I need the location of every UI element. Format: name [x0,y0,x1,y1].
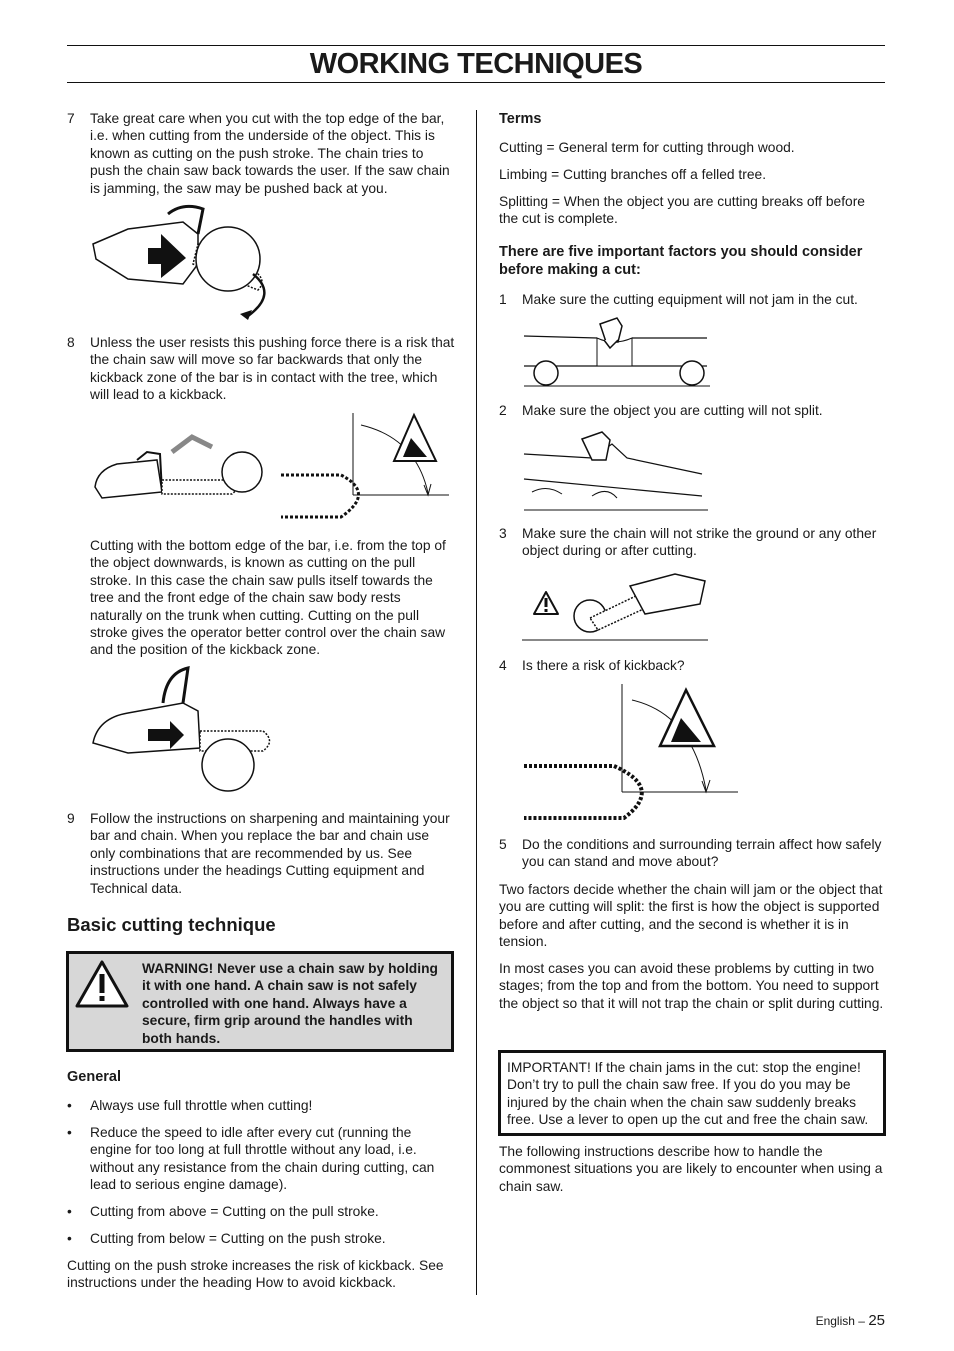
bullet-mark: • [67,1231,72,1246]
warning-text: WARNING! Never use a chain saw by holding it with one hand. A chain saw is not safely controlled with one hand. Always have a secure, firm grip around the handles with both hands. [142,961,438,1046]
warning-triangle-icon [74,959,130,1009]
bullet-text: Always use full throttle when cutting! [90,1098,313,1113]
paragraph-following: The following instructions describe how to handle the commonest situations you are likely to encounter when using a chain saw. [499,1144,883,1194]
item-text: Is there a risk of kickback? [522,658,685,673]
page-header [67,45,885,83]
term-limbing: Limbing = Cutting branches off a felled tree. [499,167,767,182]
item-text: Make sure the cutting equipment will not jam in the cut. [522,292,858,307]
split-illustration [522,424,712,514]
item-text: Do the conditions and surrounding terrain affect how safely you can stand and move about? [522,837,882,870]
footer-dash: – [858,1314,865,1328]
page-footer [816,1312,885,1329]
bullet-mark: • [67,1125,72,1140]
item-text: Make sure the chain will not strike the ground or any other object during or after cutting. [522,526,877,559]
item-number: 5 [499,837,507,852]
bullet-text: Cutting from above = Cutting on the pull stroke. [90,1204,379,1219]
pull-stroke-illustration [88,663,273,793]
terms-heading: Terms [499,111,542,127]
item-number: 4 [499,658,507,673]
paragraph-jam-split: Two factors decide whether the chain will jam or the object that you are cutting will split: the first is how the object is supported before and after cutting, and the second is whether it is in tension. [499,882,883,950]
item-text: Unless the user resists this pushing force there is a risk that the chain saw will move so far backwards that only the kickback zone of the bar is in contact with the tree, which will lead to a kickback. [90,335,455,403]
item-text: Make sure the object you are cutting will not split. [522,403,823,418]
term-splitting: Splitting = When the object you are cutting breaks off before the cut is complete. [499,194,865,227]
bullet-text: Cutting from below = Cutting on the push stroke. [90,1231,386,1246]
general-heading: General [67,1069,121,1085]
bullet-mark: • [67,1204,72,1219]
kickback-zone-diagram [281,413,451,521]
ground-strike-illustration [520,566,710,646]
important-text: IMPORTANT! If the chain jams in the cut: stop the engine! Don’t try to pull the chain saw free. If you do you may be injured by the chain when the chain saw suddenly breaks free. Use a lever to open up the cut and free the chain saw. [507,1060,869,1128]
footer-language: English [815,1314,855,1328]
item-text: Follow the instructions on sharpening and maintaining your bar and chain. When you replace the bar and chain use only combinations that are recommended by us. See instructions under the headings Cutting equipment and Technical data. [90,811,450,896]
item-number: 2 [499,403,507,418]
term-cutting: Cutting = General term for cutting through wood. [499,140,795,155]
factors-heading: There are five important factors you should consider before making a cut: [499,244,863,278]
bullet-mark: • [67,1098,72,1113]
item-number: 3 [499,526,507,541]
section-heading: Basic cutting technique [67,914,276,935]
kickback-saw-illustration [92,432,267,507]
warning-box [66,951,454,1052]
page-title: WORKING TECHNIQUES [309,48,643,80]
item-number: 8 [67,335,75,350]
jam-illustration [522,316,712,390]
push-stroke-illustration [88,204,273,324]
column-divider [476,110,477,1295]
page-number: 25 [868,1312,885,1329]
pull-stroke-paragraph: Cutting with the bottom edge of the bar, i.e. from the top of the object downwards, is known as cutting on the pull stroke. In this case the chain saw pulls itself towards the tree and the front edge of the chain saw body rests naturally on the trunk when cutting. Cutting on the pull stroke gives the operator better control over the chain saw and the position of the kickback zone. [90,538,446,658]
item-number: 1 [499,292,507,307]
item-text: Take great care when you cut with the top edge of the bar, i.e. when cutting from the underside of the object. This is known as cutting on the push stroke. The chain tries to push the chain saw back towards the user. If the saw chain is jamming, the saw may be pushed back at you. [90,111,450,196]
item-number: 7 [67,111,75,126]
item-number: 9 [67,811,75,826]
paragraph-two-stage: In most cases you can avoid these problems by cutting in two stages; from the top and from the bottom. You need to support the object so that it will not trap the chain or split during cutting. [499,961,884,1011]
closing-paragraph: Cutting on the push stroke increases the risk of kickback. See instructions under the heading How to avoid kickback. [67,1258,444,1291]
important-box [498,1050,886,1136]
bullet-text: Reduce the speed to idle after every cut (running the engine for too long at full throttle without any load, i.e. without any resistance from the chain during cutting, can lead to serious engine damage). [90,1125,435,1193]
kickback-risk-diagram [524,684,739,822]
